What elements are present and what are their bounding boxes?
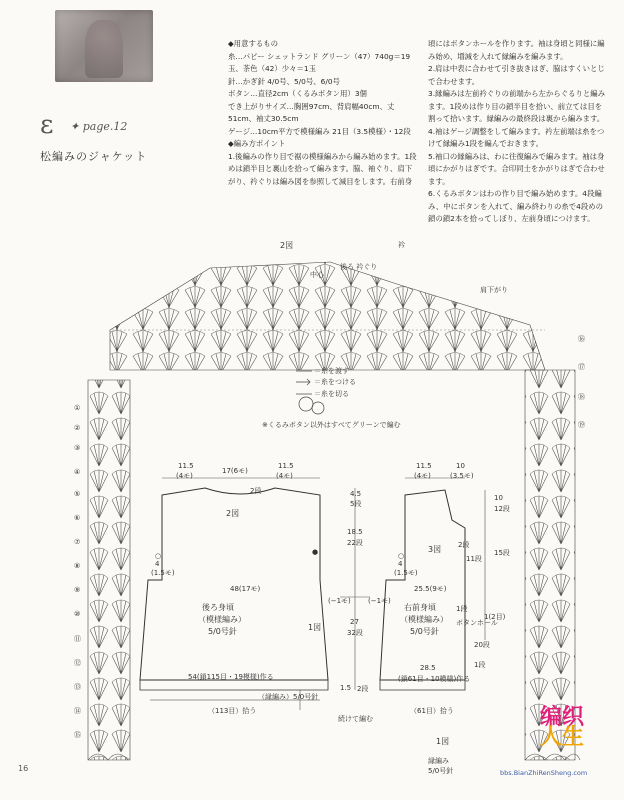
back-title: 後ろ身頃 — [202, 603, 234, 612]
row-marker: ⑤ — [74, 490, 81, 498]
front-neck-2: 2段 — [458, 541, 470, 549]
materials-line: ボタン…直径2cm（くるみボタン用）3個 — [228, 89, 367, 98]
chart-left-band — [88, 380, 130, 760]
watermark-line2: 人生 — [540, 725, 585, 750]
back-body-outline — [140, 488, 328, 700]
back-side-mark: ○ — [155, 552, 162, 560]
back-top-right: 11.5 — [278, 462, 294, 470]
front-btn-hole: ボタンホール — [456, 619, 498, 627]
front-btn-1c: 1段 — [474, 661, 486, 669]
dim-r1s: 5段 — [350, 500, 362, 508]
legend-note: ※くるみボタン以外はすべてグリーンで編む — [262, 421, 401, 429]
back-top-left-m: (4モ) — [176, 472, 193, 480]
instructions-column — [428, 38, 608, 226]
row-marker: ⑨ — [74, 586, 81, 594]
dim-r2: 18.5 — [347, 528, 363, 536]
row-marker: ⑦ — [74, 538, 81, 546]
back-side-m: (1.5モ) — [151, 569, 175, 577]
front-side-mark: ○ — [398, 552, 405, 560]
pattern-title: 松編みのジャケット — [40, 150, 148, 163]
chart-yoke — [110, 262, 545, 370]
row-marker: ⑮ — [74, 731, 81, 739]
page-reference: ✦ page.12 — [70, 120, 128, 133]
materials-column — [228, 38, 418, 188]
back-fig-label: 2図 — [226, 509, 240, 518]
dim-r4: 1.5 — [340, 684, 352, 692]
materials-line: 糸…パピー シェットランド グリーン（47）740g＝19玉、茶色（42）少々＝1玉 — [228, 51, 411, 73]
row-marker: ③ — [74, 444, 81, 452]
row-marker: ⑫ — [74, 659, 81, 667]
chart-title: 2図 — [280, 241, 294, 250]
fig1-title: 1図 — [436, 737, 450, 746]
dim-r3s: 32段 — [347, 629, 363, 637]
front-side-m: (1.5モ) — [394, 569, 418, 577]
shoulder-slope-label: 肩下がり — [480, 286, 508, 294]
front-top-right-m: (3.5モ) — [450, 472, 474, 480]
front-r15: 15段 — [494, 549, 510, 557]
back-width: 48(17モ) — [230, 585, 261, 593]
dim-r1: 4.5 — [350, 490, 362, 498]
row-marker: ① — [74, 404, 81, 412]
dim-r2s: 22段 — [347, 539, 363, 547]
legend-item: ＝糸を渡す — [314, 367, 349, 375]
front-top-left: 11.5 — [416, 462, 432, 470]
legend-item: ＝糸を切る — [314, 390, 349, 398]
front-r10: 10 — [494, 494, 503, 502]
instruction-step: 6.くるみボタンはわの作り目で編み始めます。4段編み、中にボタンを入れて、編み終わりの糸で4段めの鎖の鎖2本を拾ってしぼり、左前身頃につけます。 — [428, 189, 603, 223]
front-top-left-m: (4モ) — [414, 472, 431, 480]
back-side-dot: ● — [312, 548, 319, 556]
instruction-step: 5.袖口の縁編みは、わに往復編みで編みます。袖は身頃にかがりはぎです。合印同士をかがりはぎで合わせます。 — [428, 151, 605, 186]
row-marker: ⑰ — [578, 363, 585, 371]
materials-line: 1.後編みの作り目で裾の模様編みから編み始めます。1段めは鎖半目と裏山を拾って編みます。脇、袖ぐり、肩下がり、衿ぐりは編み図を参照して減目をします。右前身 — [228, 151, 417, 186]
watermark-line1: 编织 — [540, 705, 585, 730]
front-btn-20: 20段 — [474, 641, 490, 649]
continue-label: 続けて編む — [338, 715, 373, 723]
materials-line: でき上がりサイズ…胸囲97cm、背肩幅40cm、丈51cm、袖丈30.5cm — [228, 101, 395, 123]
dim-minus-left: (−1モ) — [328, 597, 351, 605]
back-edge-band: （縁編み）5/0号針 — [258, 693, 319, 701]
row-marker: ⑬ — [74, 683, 81, 691]
chart-bottom-edge — [88, 754, 580, 760]
instruction-step: 頃にはボタンホールを作ります。袖は身頃と同様に編み始め、増減を入れて縁編みを編みます。 — [428, 39, 605, 61]
legend-item: ＝糸をつける — [314, 378, 356, 386]
watermark-logo — [540, 705, 585, 750]
row-marker: ⑯ — [578, 335, 585, 343]
row-marker: ⑥ — [74, 514, 81, 522]
instruction-step: 2.肩は中表に合わせて引き抜きはぎ、脇はすくいとじで合わせます。 — [428, 64, 605, 86]
back-fig1: 1図 — [308, 623, 322, 632]
front-width: 25.5(9モ) — [414, 585, 447, 593]
front-fig-label: 3図 — [428, 545, 442, 554]
front-pattern: （模様編み） — [400, 615, 448, 624]
back-top-mid: 17(6モ) — [222, 467, 248, 475]
dim-r4s: 2段 — [357, 685, 369, 693]
page-number: 16 — [18, 764, 29, 773]
front-r12: 12段 — [494, 505, 510, 513]
back-pattern: （模様編み） — [198, 615, 246, 624]
fig1-needle: 5/0号針 — [428, 767, 454, 775]
instruction-step: 4.袖はゲージ調整をして編みます。衿左前端は糸をつけて縁編み1段を編んでおきます。 — [428, 126, 605, 148]
center-label: 中心 — [310, 271, 324, 279]
front-btn-1: 1段 — [456, 605, 468, 613]
watermark-url: bbs.BianZhiRenSheng.com — [500, 769, 588, 777]
materials-line: 針…かぎ針 4/0号、5/0号、6/0号 — [228, 76, 340, 86]
front-needle: 5/0号針 — [410, 627, 439, 636]
back-needle: 5/0号針 — [208, 627, 237, 636]
row-marker: ④ — [74, 468, 81, 476]
front-pick: （61目）拾う — [410, 707, 454, 715]
materials-line: ◆編み方ポイント — [228, 139, 286, 148]
front-neck-11: 11段 — [466, 555, 482, 563]
materials-line: ゲージ…10cm平方で模様編み 21目（3.5模様）・12段 — [228, 126, 411, 136]
back-top-step: 2段 — [250, 487, 262, 495]
row-marker: ⑲ — [578, 421, 585, 429]
dim-r3: 27 — [350, 618, 359, 626]
front-side-4: 4 — [398, 560, 403, 568]
front-title: 右前身頃 — [404, 603, 436, 612]
collar-label: 衿 — [398, 241, 405, 249]
garment-photo — [55, 10, 153, 82]
back-top-left: 11.5 — [178, 462, 194, 470]
back-top-right-m: (4モ) — [276, 472, 293, 480]
back-side-4: 4 — [155, 560, 160, 568]
front-bottom-w: 28.5 — [420, 664, 436, 672]
front-top-right: 10 — [456, 462, 465, 470]
row-marker: ⑪ — [74, 635, 81, 643]
dim-minus-right: (−1モ) — [368, 597, 391, 605]
back-bottom-chain: 54(鎖115目・19模様)作る — [188, 673, 274, 681]
materials-line: ◆用意するもの — [228, 39, 279, 48]
front-bottom-chain: (鎖61目・10模様)作る — [398, 675, 471, 683]
chart-right-band — [525, 370, 575, 760]
row-marker: ② — [74, 424, 81, 432]
row-marker: ⑧ — [74, 562, 81, 570]
row-marker: ⑩ — [74, 610, 81, 618]
pattern-letter: ε — [40, 110, 54, 140]
front-btn-1b: 1(2目) — [484, 613, 506, 621]
fig1-edge: 縁編み — [428, 757, 449, 765]
instruction-step: 3.縁編みは左前衿ぐりの前端から左からぐるりと編みます。1段めは作り目の鎖半目を拾い、前立ては目を割って拾います。縁編みの最終段は裏から編みます。 — [428, 89, 606, 123]
back-neck-label: 後ろ 衿ぐり — [340, 263, 378, 271]
back-pick: （113目）拾う — [208, 707, 257, 715]
row-marker: ⑱ — [578, 393, 585, 401]
row-marker: ⑭ — [74, 707, 81, 715]
